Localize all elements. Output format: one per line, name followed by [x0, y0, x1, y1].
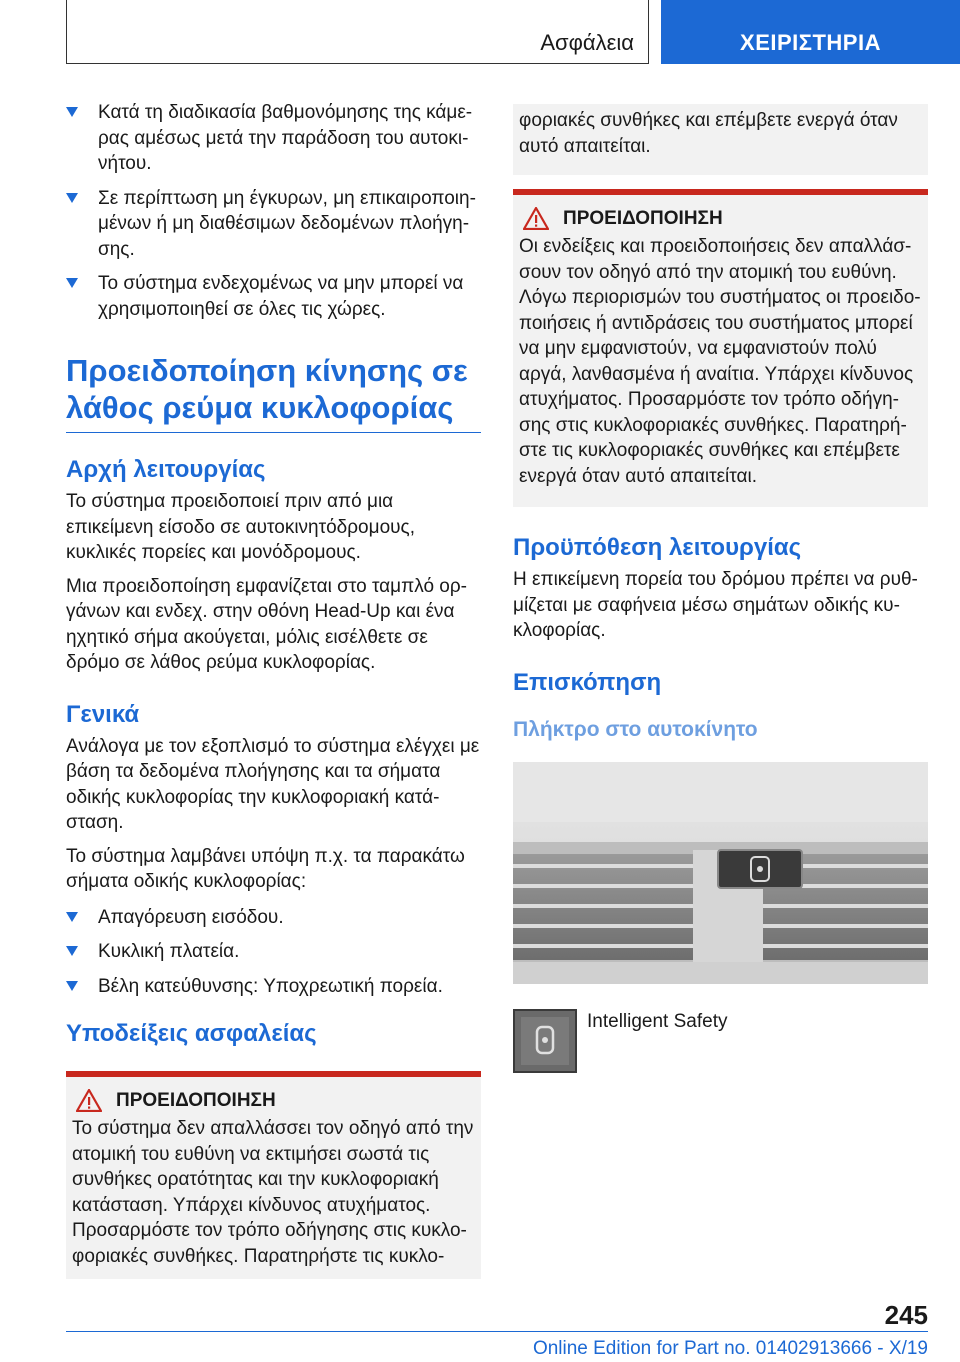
warning-title-2: ΠΡΟΕΙΔΟΠΟΙΗΣΗ — [519, 207, 922, 230]
intelligent-safety-label: Intelligent Safety — [587, 1010, 728, 1032]
triangle-bullet-icon — [66, 193, 78, 203]
warning-continued-text: φοριακές συνθήκες και επέμβετε ενεργά όταν αυτό απαιτείται. — [519, 110, 898, 157]
warning-triangle-icon — [523, 207, 549, 230]
left-column — [66, 100, 481, 1279]
triangle-bullet-icon — [66, 107, 78, 117]
header-section-box — [66, 0, 649, 64]
triangle-bullet-icon — [66, 981, 78, 991]
list-item: Σε περίπτωση μη έγκυρων, μη επικαιροποιη-μένων ή μη διαθέσιμων δεδομένων πλοήγη-σης. — [66, 186, 481, 263]
button-heading: Πλήκτρο στο αυτοκίνητο — [513, 717, 758, 741]
overview-heading: Επισκόπηση — [513, 668, 662, 696]
list-item: Απαγόρευση εισόδου. — [66, 905, 481, 931]
safety-heading: Υποδείξεις ασφαλείας — [66, 1020, 317, 1047]
general-paragraph-1: Ανάλογα με τον εξοπλισμό το σύστημα ελέγχει με βάση τα δεδομένα πλοήγησης και τα σήματα οδικής κυκλοφορίας την κυκλοφοριακή κατά-σταση. — [66, 735, 480, 833]
warning-box-2 — [513, 189, 928, 507]
intro-bullet-list — [66, 100, 481, 322]
list-item: Κυκλική πλατεία. — [66, 939, 481, 965]
general-bullet-list — [66, 905, 481, 1000]
main-heading: Προειδοποίηση κίνησης σε λάθος ρεύμα κυκλοφορίας — [66, 352, 481, 433]
intelligent-safety-button-icon — [513, 1009, 577, 1073]
button-legend-row — [513, 1009, 928, 1073]
prereq-paragraph: Η επικείμενη πορεία του δρόμου πρέπει να ρυθ-μίζεται με σαφήνεια μέσω σημάτων οδικής κυ-κλοφορίας. — [513, 569, 918, 641]
list-item: Βέλη κατεύθυνσης: Υποχρεωτική πορεία. — [66, 974, 481, 1000]
page-number: 245 — [884, 1300, 928, 1330]
principle-paragraph-1: Το σύστημα προειδοποιεί πριν από μια επικείμενη είσοδο σε αυτοκινητόδρομους, κυκλικές πορείες και μονόδρομους. — [66, 491, 415, 563]
prereq-heading: Προϋπόθεση λειτουργίας — [513, 534, 802, 561]
triangle-bullet-icon — [66, 946, 78, 956]
right-column — [513, 104, 928, 1073]
warning-box — [66, 1071, 481, 1279]
principle-paragraph-2: Μια προειδοποίηση εμφανίζεται στο ταμπλό ορ-γάνων και ενδεχ. στην οθόνη Head-Up και ένα ηχητικό σήμα ακούγεται, μόλις εισέλθετε σε δρόμο σε λάθος ρεύμα κυκλοφορίας. — [66, 575, 467, 673]
principle-heading: Αρχή λειτουργίας — [66, 456, 266, 483]
warning-text: Το σύστημα δεν απαλλάσσει τον οδηγό από την ατομική του ευθύνη να εκτιμήσει σωστά τις συνθήκες ορατότητας και την κυκλοφοριακή κατάσταση. Υπάρχει κίνδυνος ατυχήματος. Προσαρμόστε τον τρόπο οδήγησης στις κυκλο-φοριακές συνθήκες. Παρατηρήστε τις κυκλο- — [72, 1118, 474, 1267]
triangle-bullet-icon — [66, 278, 78, 288]
general-paragraph-2: Το σύστημα λαμβάνει υπόψη π.χ. τα παρακάτω σήματα οδικής κυκλοφορίας: — [66, 845, 465, 892]
footer-divider — [66, 1331, 928, 1332]
general-heading: Γενικά — [66, 700, 140, 728]
header-chapter-tab — [661, 0, 960, 64]
footer-edition: Online Edition for Part no. 01402913666 - X/19 — [532, 1338, 928, 1359]
warning-title: ΠΡΟΕΙΔΟΠΟΙΗΣΗ — [72, 1089, 475, 1112]
triangle-bullet-icon — [66, 912, 78, 922]
warning-box-continued — [513, 104, 928, 175]
warning-triangle-icon — [76, 1089, 102, 1112]
header-chapter-title: ΧΕΙΡΙΣΤΗΡΙΑ — [740, 30, 881, 55]
warning-2-text: Οι ενδείξεις και προειδοποιήσεις δεν απαλλάσ-σουν τον οδηγό από την ατομική του ευθύνη. Λόγω περιορισμών του συστήματος οι προειδο-ποιήσεις ή αντιδράσεις του συστήματος μπορεί να μην εμφανιστούν, να εμφανιστούν πολύ αργά, λανθασμένα ή αναίτια. Υπάρχει κίνδυνος ατυχήματος. Προσαρμόστε τον τρόπο οδήγη-σης στις κυκλοφοριακές συνθήκες. Παρατηρή-στε τις κυκλοφοριακές συνθήκες και επέμβετε ενεργά όταν αυτό απαιτείται. — [519, 236, 921, 487]
header-section-title: Ασφάλεια — [540, 30, 634, 55]
dashboard-button-photo — [513, 762, 928, 984]
list-item: Το σύστημα ενδεχομένως να μην μπορεί να χρησιμοποιηθεί σε όλες τις χώρες. — [66, 271, 481, 322]
list-item: Κατά τη διαδικασία βαθμονόμησης της κάμε-ρας αμέσως μετά την παράδοση του αυτοκι-νήτου. — [66, 100, 481, 177]
